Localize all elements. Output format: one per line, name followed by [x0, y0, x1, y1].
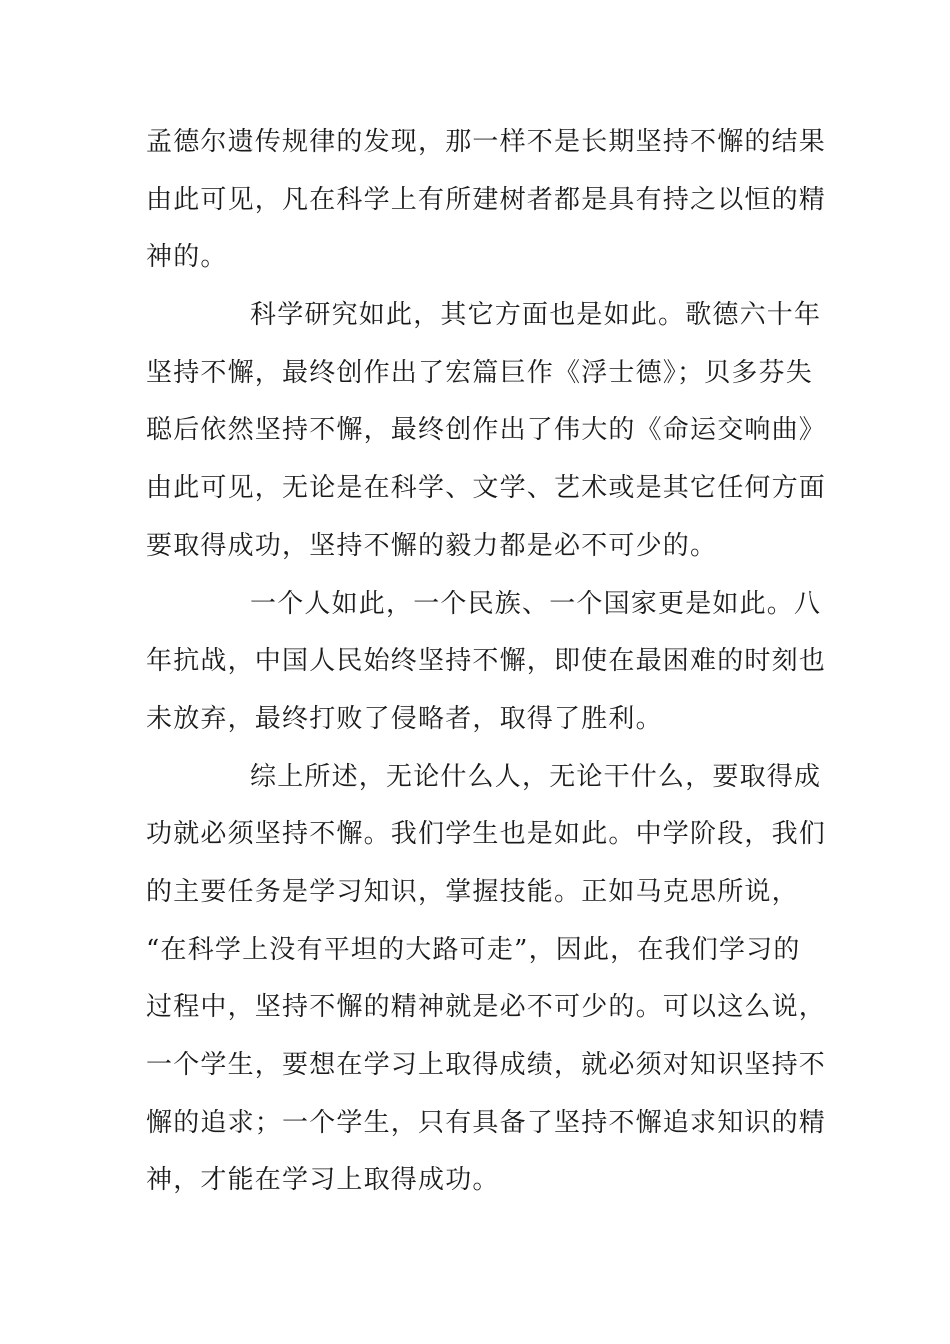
text-line: “在科学上没有平坦的大路可走”，因此，在我们学习的	[146, 934, 801, 965]
text-line: 由此可见，凡在科学上有所建树者都是具有持之以恒的精	[146, 184, 827, 215]
paragraph-start-line: 综上所述，无论什么人，无论干什么，要取得成	[250, 761, 822, 792]
text-line: 要取得成功，坚持不懈的毅力都是必不可少的。	[146, 530, 718, 561]
text-line: 懈的追求；一个学生，只有具备了坚持不懈追求知识的精	[146, 1107, 827, 1138]
text-line: 的主要任务是学习知识，掌握技能。正如马克思所说，	[146, 876, 799, 907]
text-line: 神的。	[146, 242, 228, 273]
text-line: 功就必须坚持不懈。我们学生也是如此。中学阶段，我们	[146, 819, 827, 850]
text-line: 未放弃，最终打败了侵略者，取得了胜利。	[146, 703, 663, 734]
text-line: 聪后依然坚持不懈，最终创作出了伟大的《命运交响曲》	[146, 415, 827, 446]
text-line: 由此可见，无论是在科学、文学、艺术或是其它任何方面	[146, 473, 827, 504]
essay-body	[146, 120, 826, 1216]
text-line: 过程中，坚持不懈的精神就是必不可少的。可以这么说，	[146, 992, 827, 1023]
text-line: 一个学生，要想在学习上取得成绩，就必须对知识坚持不	[146, 1050, 827, 1080]
text-line: 坚持不懈，最终创作出了宏篇巨作《浮士德》；贝多芬失	[146, 357, 814, 388]
text-line: 孟德尔遗传规律的发现，那一样不是长期坚持不懈的结果	[146, 127, 827, 157]
paragraph-start-line: 一个人如此，一个民族、一个国家更是如此。八	[250, 588, 822, 619]
text-line: 年抗战，中国人民始终坚持不懈，即使在最困难的时刻也	[146, 646, 827, 677]
text-line: 神，才能在学习上取得成功。	[146, 1165, 500, 1196]
paragraph-start-line: 科学研究如此，其它方面也是如此。歌德六十年	[250, 300, 822, 331]
